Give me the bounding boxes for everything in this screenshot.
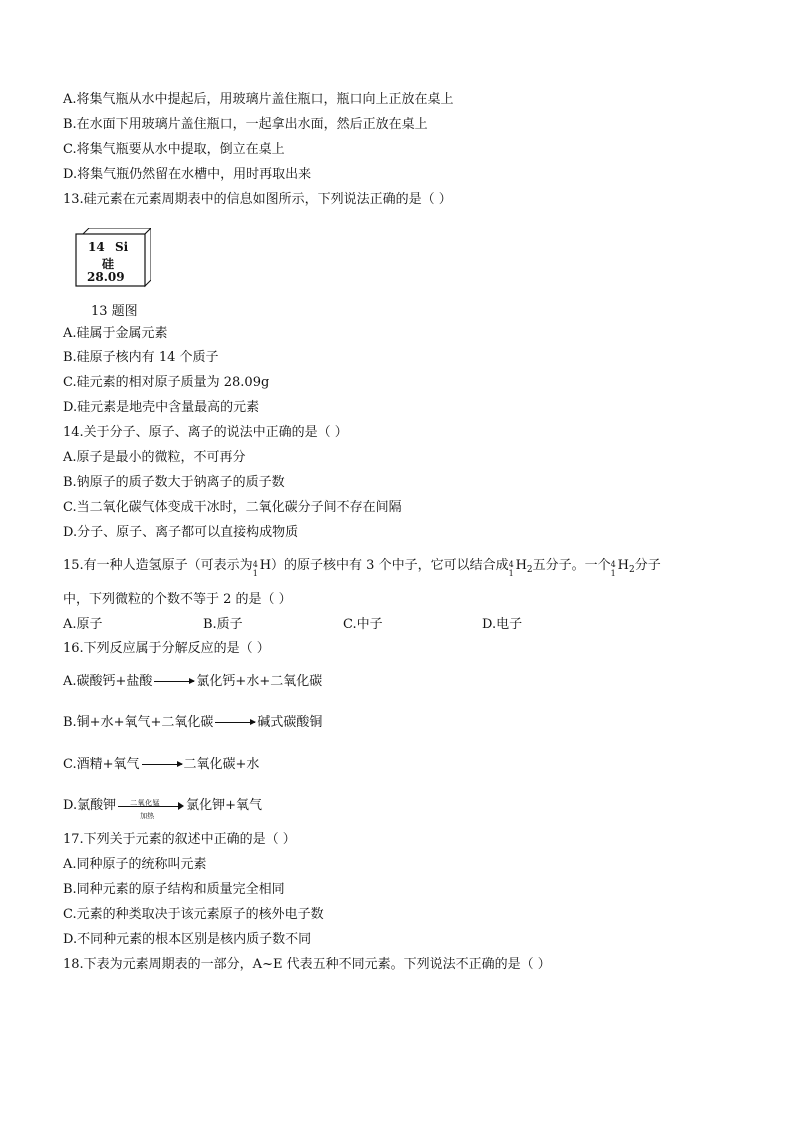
q17-option-a: A.同种原子的统称叫元素	[63, 857, 207, 872]
proton-number-2: 1	[508, 569, 514, 578]
q16-b-reactants: B.铜+水+氧气+二氧化碳	[63, 715, 214, 730]
isotope-notation-3	[610, 557, 618, 578]
q16-option-d	[63, 797, 262, 820]
hydrogen-molecule-symbol-2: H	[617, 558, 630, 573]
q14-option-b: B.钠原子的质子数大于钠离子的质子数	[63, 475, 285, 490]
molecule-subscript-2: 2	[629, 565, 635, 575]
q13-option-b: B.硅原子核内有 14 个质子	[63, 350, 219, 365]
q16-option-a	[63, 673, 322, 691]
reaction-arrow-icon	[215, 722, 255, 723]
q12-option-a: A.将集气瓶从水中提起后，用玻璃片盖住瓶口，瓶口向上正放在桌上	[63, 92, 454, 107]
q17-stem: 17.下列关于元素的叙述中正确的是（ ）	[63, 832, 296, 847]
q15-option-d: D.电子	[482, 617, 523, 632]
q16-d-reactants: D.氯酸钾	[63, 798, 117, 813]
element-name: 硅	[102, 257, 115, 271]
q12-option-b: B.在水面下用玻璃片盖住瓶口，一起拿出水面，然后正放在桌上	[63, 117, 428, 132]
q14-stem: 14.关于分子、原子、离子的说法中正确的是（ ）	[63, 425, 348, 440]
q16-a-reactants: A.碳酸钙+盐酸	[63, 674, 153, 689]
mass-number-3: 4	[610, 560, 616, 569]
q15-option-c: C.中子	[343, 617, 383, 632]
figure-caption: 13 题图	[91, 304, 138, 319]
proton-number: 1	[252, 569, 258, 578]
atomic-mass: 28.09	[87, 270, 125, 284]
conditional-arrow-icon	[118, 797, 184, 820]
q18-stem: 18.下表为元素周期表的一部分，A~E 代表五种不同元素。下列说法不正确的是（ ）	[63, 957, 551, 972]
catalyst-label: 二氧化锰	[130, 799, 161, 807]
molecule-subscript: 2	[526, 565, 533, 575]
q12-option-c: C.将集气瓶要从水中提取，倒立在桌上	[63, 142, 285, 157]
q16-a-products: 氯化钙+水+二氧化碳	[196, 674, 323, 689]
q16-c-reactants: C.酒精+氧气	[63, 757, 140, 772]
q15-option-a: A.原子	[63, 617, 103, 632]
q12-option-d: D.将集气瓶仍然留在水槽中，用时再取出来	[63, 167, 312, 182]
reaction-arrow-icon	[154, 681, 194, 682]
q16-b-products: 碱式碳酸铜	[257, 715, 323, 730]
q16-option-b	[63, 714, 322, 732]
q15-text-3: 五分子。一个	[532, 558, 611, 573]
q14-option-a: A.原子是最小的微粒，不可再分	[63, 450, 246, 465]
element-symbol: Si	[115, 240, 129, 254]
q16-option-c	[63, 756, 259, 774]
q15-stem-line2: 中，下列微粒的个数不等于 2 的是（ ）	[63, 592, 292, 607]
hydrogen-symbol: H	[259, 558, 272, 573]
q14-option-c: C.当二氧化碳气体变成干冰时，二氧化碳分子间不存在间隔	[63, 500, 402, 515]
isotope-notation-2	[508, 557, 516, 578]
reaction-arrow-icon	[142, 764, 182, 765]
q13-option-c: C.硅元素的相对原子质量为 28.09g	[63, 375, 270, 390]
q17-option-c: C.元素的种类取决于该元素原子的核外电子数	[63, 907, 324, 922]
q15-option-b: B.质子	[203, 617, 243, 632]
q13-option-a: A.硅属于金属元素	[63, 326, 168, 341]
q16-c-products: 二氧化碳+水	[183, 757, 260, 772]
q14-option-d: D.分子、原子、离子都可以直接构成物质	[63, 525, 299, 540]
q13-stem: 13.硅元素在元素周期表中的信息如图所示，下列说法正确的是（ ）	[63, 192, 452, 207]
isotope-notation	[252, 557, 260, 578]
arrow-head	[178, 802, 184, 810]
mass-number-2: 4	[508, 560, 514, 569]
q16-d-products: 氯化钾+氧气	[186, 798, 262, 813]
atomic-number: 14	[88, 240, 105, 254]
q17-option-d: D.不同种元素的根本区别是核内质子数不同	[63, 932, 312, 947]
q15-text-2: ）的原子核中有 3 个中子，它可以结合成	[271, 558, 509, 573]
q15-text-4: 分子	[634, 558, 661, 573]
heating-label: 加热	[140, 812, 155, 820]
q17-option-b: B.同种元素的原子结构和质量完全相同	[63, 882, 285, 897]
q13-option-d: D.硅元素是地壳中含量最高的元素	[63, 400, 260, 415]
hydrogen-molecule-symbol: H	[515, 558, 527, 573]
silicon-element-card	[75, 228, 151, 286]
mass-number: 4	[252, 560, 258, 569]
q15-text-1: 15.有一种人造氢原子（可表示为	[63, 558, 253, 573]
proton-number-3: 1	[610, 569, 616, 578]
q16-stem: 16.下列反应属于分解反应的是（ ）	[63, 641, 270, 656]
q15-stem-line1	[63, 557, 661, 579]
